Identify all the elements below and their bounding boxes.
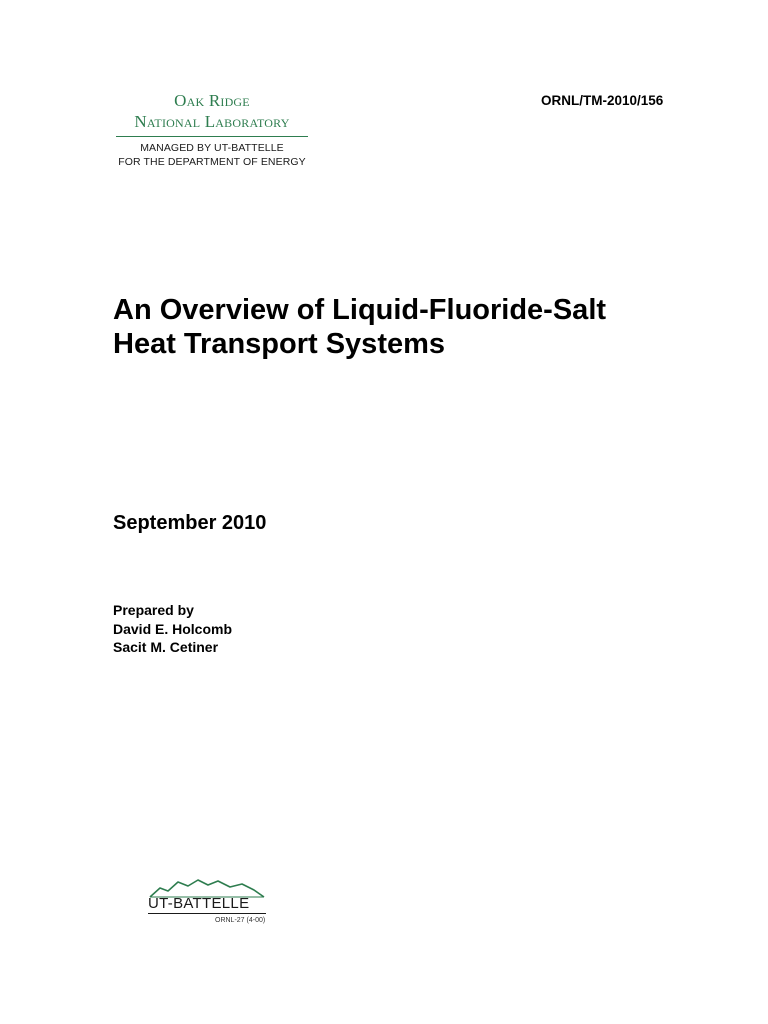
form-number: ORNL-27 (4-00) <box>215 917 266 924</box>
author-name: Sacit M. Cetiner <box>113 639 219 655</box>
report-title <box>113 293 673 361</box>
ut-battelle-wordmark: UT-BATTELLE <box>148 895 250 912</box>
ornl-logo-line2: National Laboratory <box>134 112 290 131</box>
ornl-logo <box>112 92 312 169</box>
ornl-managed-line2: FOR THE DEPARTMENT OF ENERGY <box>118 155 306 168</box>
report-number: ORNL/TM-2010/156 <box>541 93 664 108</box>
ut-battelle-underline <box>148 913 266 914</box>
ornl-managed-line1: MANAGED BY UT-BATTELLE <box>140 142 284 154</box>
ut-battelle-logo <box>148 876 268 914</box>
ornl-logo-line1: Oak Ridge <box>174 91 250 110</box>
report-title-line2: Heat Transport Systems <box>113 328 446 360</box>
prepared-by-label: Prepared by <box>113 602 194 618</box>
report-title-line1: An Overview of Liquid-Fluoride-Salt <box>113 294 607 326</box>
ornl-logo-divider <box>116 136 308 137</box>
report-date: September 2010 <box>113 512 267 534</box>
author-name: David E. Holcomb <box>113 620 233 637</box>
prepared-by-block <box>113 601 232 657</box>
